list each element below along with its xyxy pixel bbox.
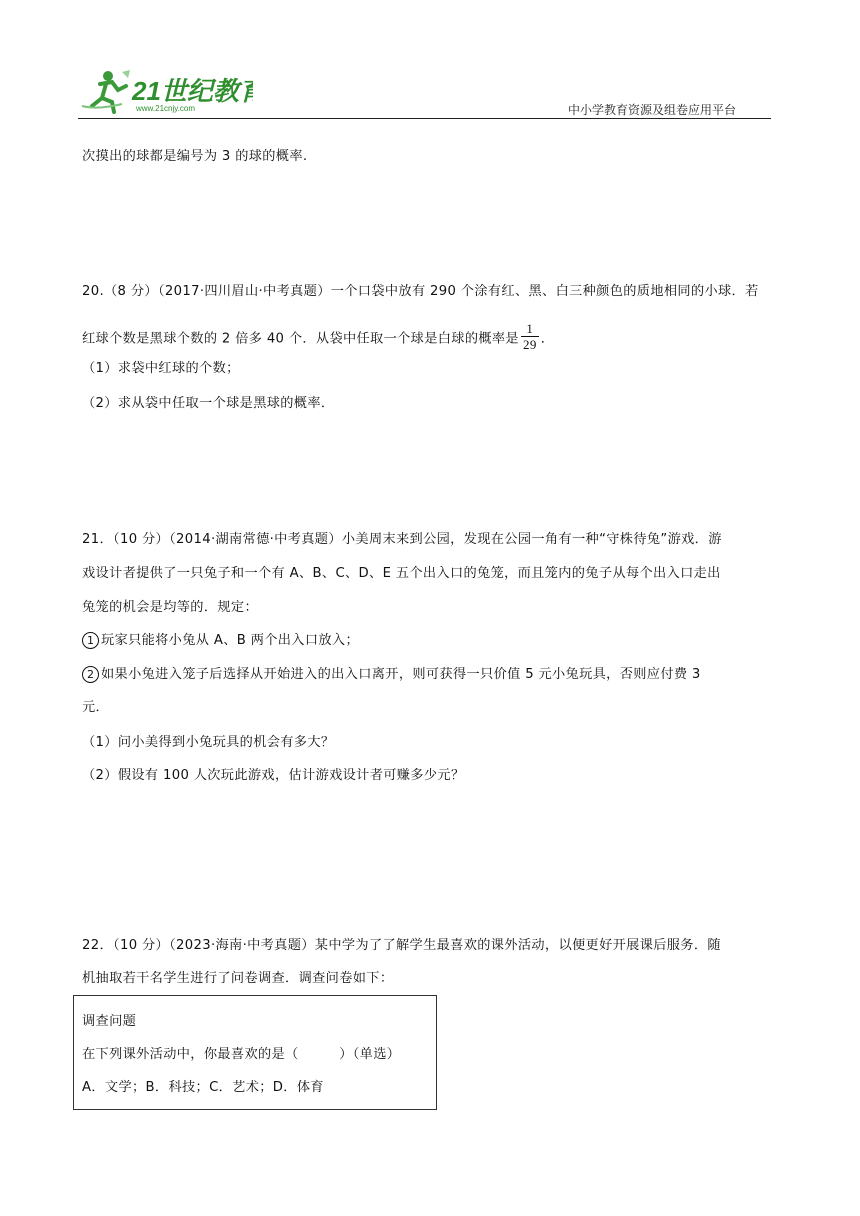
q20-stem-text: 红球个数是黑球个数的 2 倍多 40 个．从袋中任取一个球是白球的概率是 bbox=[82, 331, 519, 347]
survey-options: A．文学；B．科技；C．艺术；D．体育 bbox=[82, 1080, 324, 1095]
circled-number-2: 2 bbox=[82, 666, 99, 683]
q20-stem-line2 bbox=[82, 323, 554, 354]
circled-number-1: 1 bbox=[82, 632, 99, 649]
page-header bbox=[0, 0, 860, 125]
fraction-denominator: 29 bbox=[522, 337, 537, 352]
q21-rule2-text: 如果小兔进入笼子后选择从开始进入的出入口离开，则可获得一只价值 5 元小兔玩具，否则应付费 3 bbox=[101, 667, 701, 682]
q20-sub2: （2）求从袋中任取一个球是黑球的概率． bbox=[82, 396, 335, 411]
survey-box bbox=[73, 995, 437, 1110]
svg-text:21世纪教育: 21世纪教育 bbox=[132, 76, 253, 106]
q20-stem-line1: 20.（8 分）（2017·四川眉山·中考真题）一个口袋中放有 290 个涂有红、黑、白三种颜色的质地相同的小球．若 bbox=[82, 284, 759, 299]
survey-question: 在下列课外活动中，你最喜欢的是（ ）（单选） bbox=[82, 1047, 401, 1062]
q22-stem-line2: 机抽取若干名学生进行了问卷调查．调查问卷如下： bbox=[82, 971, 394, 986]
platform-name: 中小学教育资源及组卷应用平台 bbox=[567, 103, 736, 117]
q20-stem-end: ． bbox=[540, 331, 555, 347]
runner-logo-icon bbox=[78, 66, 253, 114]
continuation-text: 次摸出的球都是编号为 3 的球的概率. bbox=[82, 149, 308, 164]
logo bbox=[78, 66, 253, 118]
q21-sub1: （1）问小美得到小兔玩具的机会有多大？ bbox=[82, 735, 335, 750]
q20-sub1: （1）求袋中红球的个数； bbox=[82, 361, 240, 376]
svg-text:www.21cnjy.com: www.21cnjy.com bbox=[136, 104, 195, 113]
survey-title: 调查问题 bbox=[82, 1014, 137, 1029]
q21-rule1 bbox=[82, 632, 359, 650]
q21-stem-line3: 兔笼的机会是均等的．规定： bbox=[82, 600, 258, 615]
fraction bbox=[521, 321, 539, 352]
header-divider bbox=[78, 118, 771, 119]
q22-stem-line1: 22．（10 分）（2023·海南·中考真题）某中学为了了解学生最喜欢的课外活动，以便更好开展课后服务．随 bbox=[82, 938, 721, 953]
fraction-numerator: 1 bbox=[521, 321, 539, 337]
q21-sub2: （2）假设有 100 人次玩此游戏，估计游戏设计者可赚多少元？ bbox=[82, 768, 465, 783]
q21-rule2 bbox=[82, 666, 701, 684]
q21-rule2-continued: 元． bbox=[82, 700, 110, 715]
q21-stem-line1: 21．（10 分）（2014·湖南常德·中考真题）小美周末来到公园，发现在公园一角有一种“守株待兔”游戏．游 bbox=[82, 532, 722, 547]
q21-rule1-text: 玩家只能将小兔从 A、B 两个出入口放入； bbox=[101, 633, 359, 648]
q21-stem-line2: 戏设计者提供了一只兔子和一个有 A、B、C、D、E 五个出入口的兔笼，而且笼内的兔子从每个出入口走出 bbox=[82, 566, 721, 581]
